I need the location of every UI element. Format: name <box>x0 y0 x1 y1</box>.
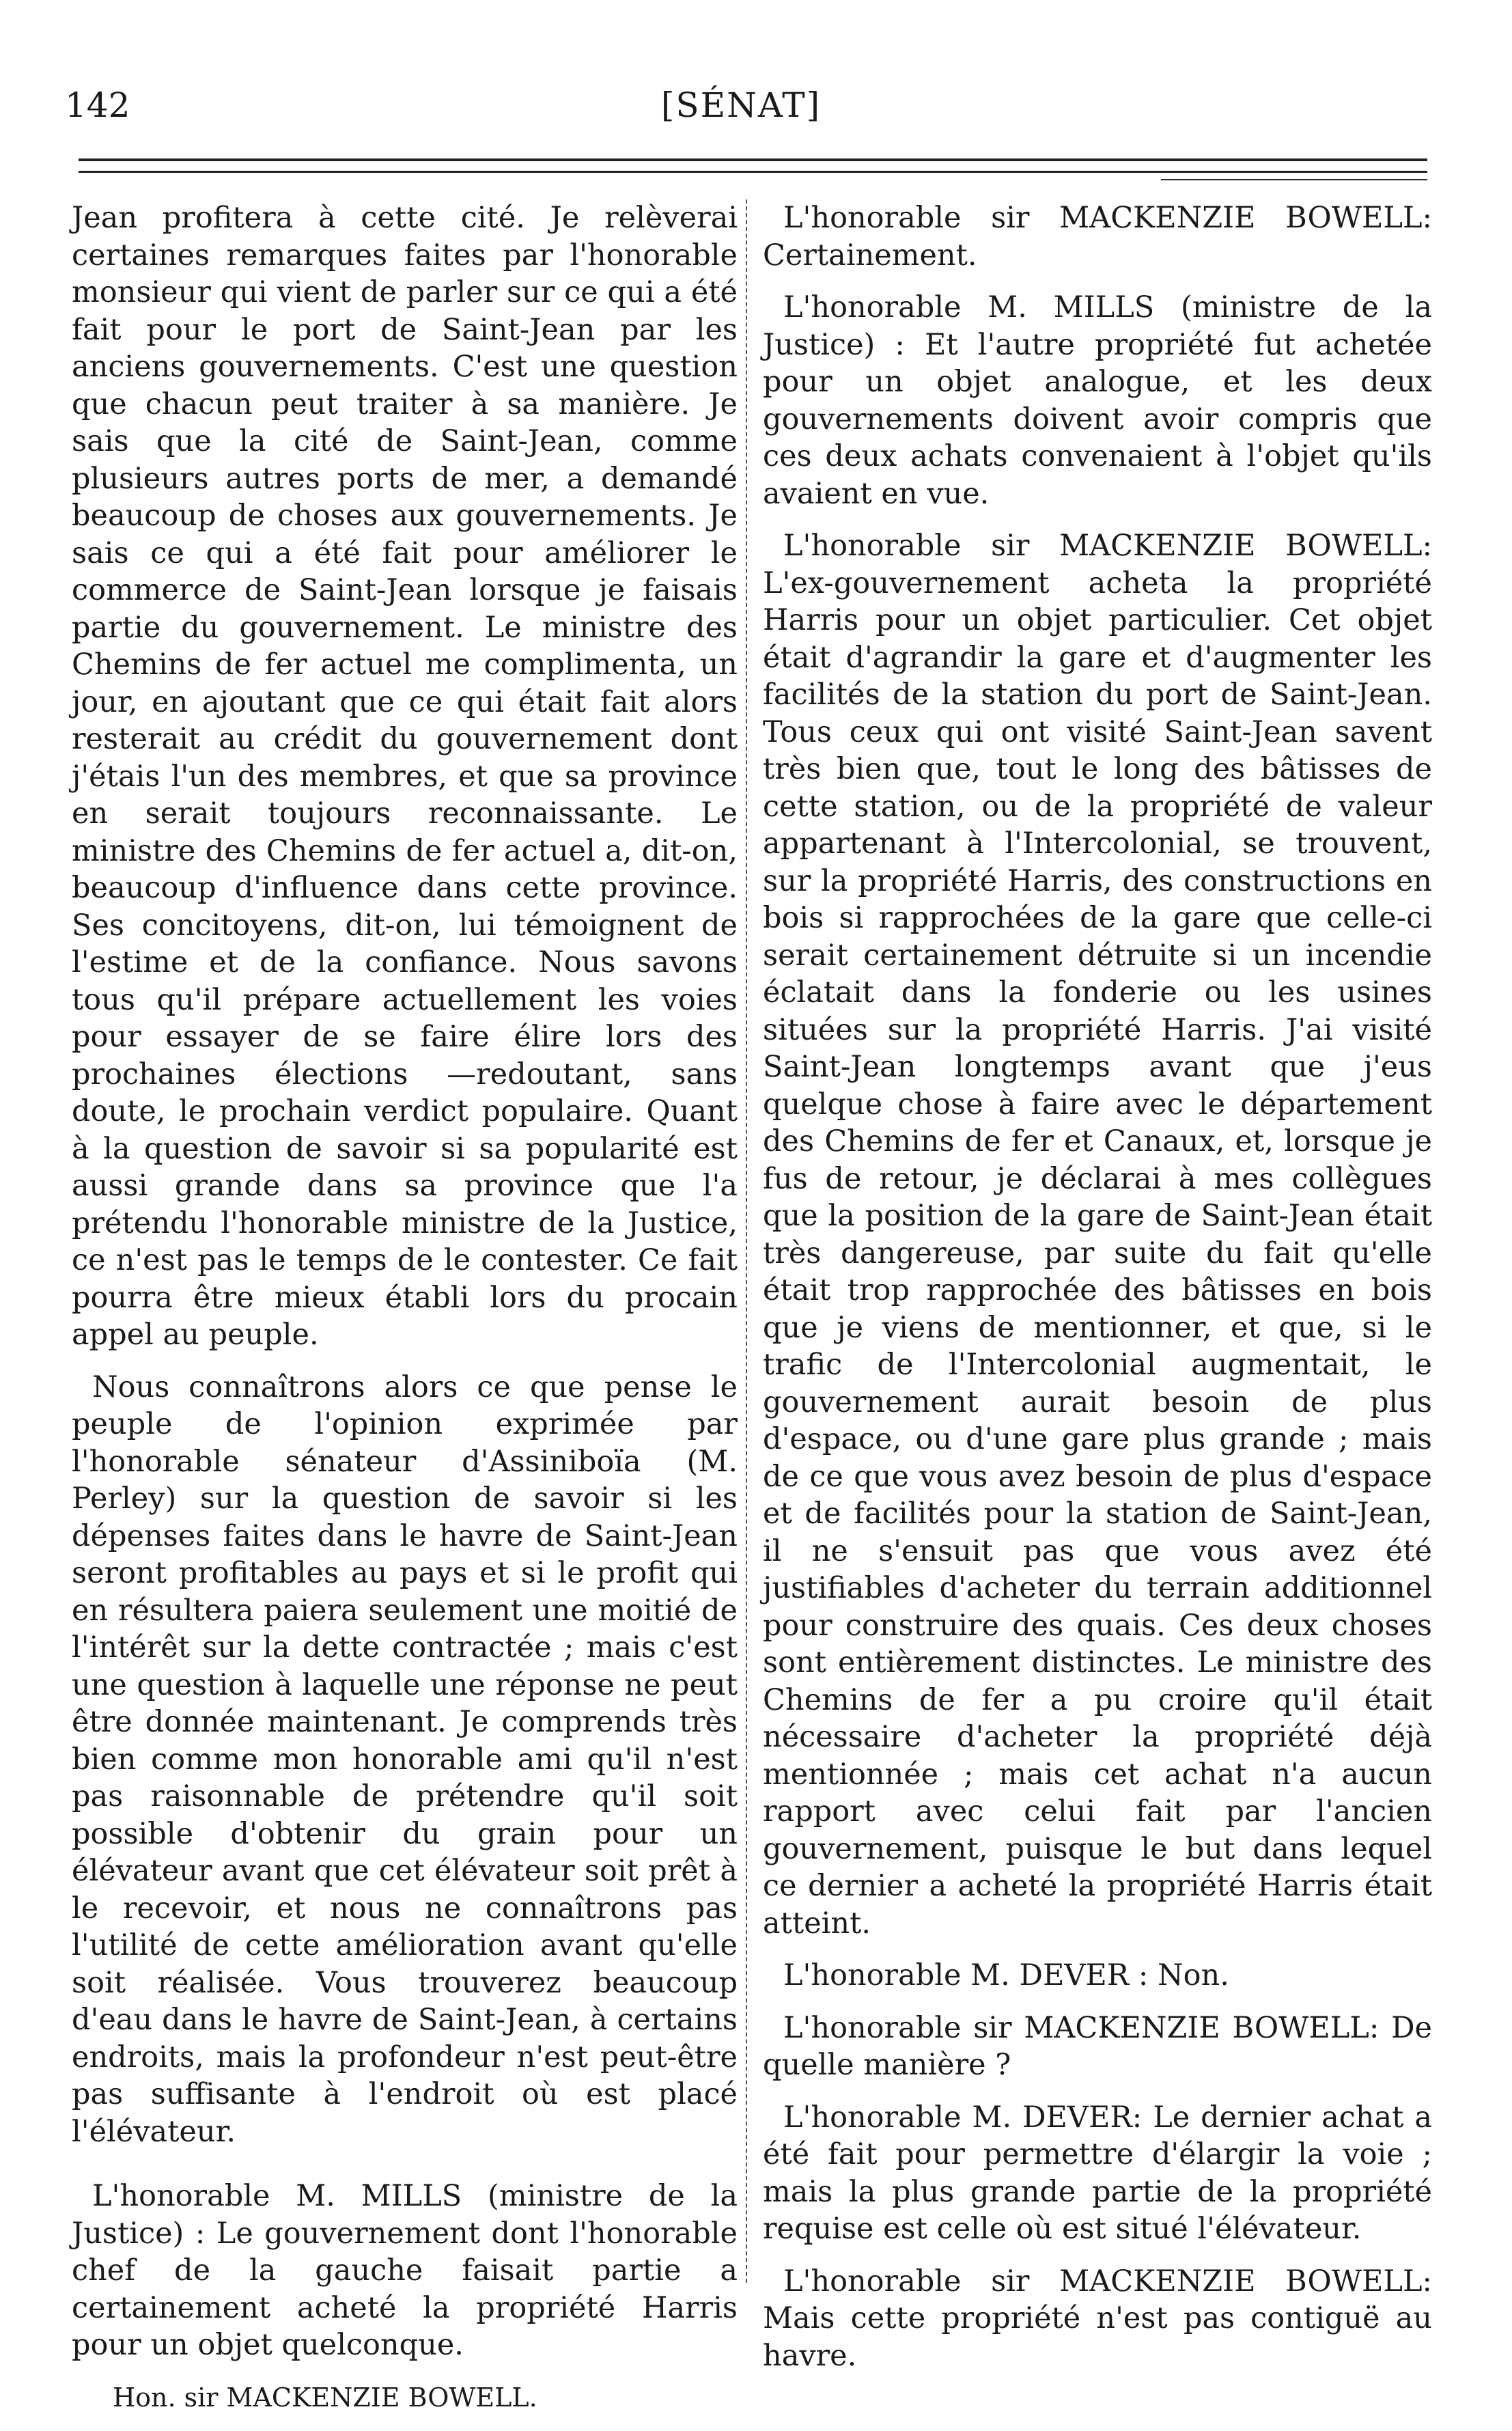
left-paragraph-2: Nous connaîtrons alors ce que pense le peuple de l'opinion exprimée par l'honorable sénateur d'Assiniboïa (M. Perley) sur la question de savoir si les dépenses faites dans le havre de Saint-Jean seront profitables au pays et si le profit qui en résultera paiera seulement une moitié de l'intérêt sur la dette contractée ; mais c'est une question à laquelle une réponse ne peut être donnée maintenant. Je comprends très bien comme mon honorable ami qu'il n'est pas raisonnable de prétendre qu'il soit possible d'obtenir du grain pour un élévateur avant que cet élévateur soit prêt à le recevoir, et nous ne connaîtrons pas l'utilité de cette amélioration avant qu'elle soit réalisée. Vous trouverez beaucoup d'eau dans le havre de Saint-Jean, à certains endroits, mais la profondeur n'est peut-être pas suffisante à l'endroit où est placé l'élévateur. <box>72 1370 738 2149</box>
left-paragraph-1: Jean profitera à cette cité. Je relèverai certaines remarques faites par l'honorable monsieur qui vient de parler sur ce qui a été fait pour le port de Saint-Jean par les anciens gouvernements. C'est une question que chacun peut traiter à sa manière. Je sais que la cité de Saint-Jean, comme plusieurs autres ports de mer, a demandé beaucoup de choses aux gouvernements. Je sais ce qui a été fait pour améliorer le commerce de Saint-Jean lorsque je faisais partie du gouvernement. Le ministre des Chemins de fer actuel me complimenta, un jour, en ajoutant que ce qui était fait alors resterait au crédit du gouvernement dont j'étais l'un des membres, et que sa province en serait toujours reconnaissante. Le ministre des Chemins de fer actuel a, dit-on, beaucoup d'influence dans cette province. Ses concitoyens, dit-on, lui témoignent de l'estime et de la confiance. Nous savons tous qu'il prépare actuellement les voies pour essayer de se faire élire lors des prochaines élections —redoutant, sans doute, le prochain verdict populaire. Quant à la question de savoir si sa popularité est aussi grande dans sa province que l'a prétendu l'honorable ministre de la Justice, ce n'est pas le temps de le contester. Ce fait pourra être mieux établi lors du procain appel au peuple. <box>72 201 738 1352</box>
right-paragraph-2: L'honorable M. MILLS (ministre de la Justice) : Et l'autre propriété fut achetée pour un objet analogue, et les deux gouvernements doivent avoir compris que ces deux achats convenaient à l'objet qu'ils avaient en vue. <box>763 290 1432 511</box>
header-rule-double <box>79 171 1427 173</box>
right-paragraph-4: L'honorable M. DEVER : Non. <box>783 1958 1229 1992</box>
left-paragraph-3: L'honorable M. MILLS (ministre de la Justice) : Le gouvernement dont l'honorable chef de la gauche faisait partie a certainement acheté la propriété Harris pour un objet quelconque. <box>72 2179 738 2362</box>
left-column <box>72 199 738 2431</box>
column-divider <box>746 199 747 2283</box>
running-head: [SÉNAT] <box>660 85 822 125</box>
right-paragraph-7: L'honorable sir MACKENZIE BOWELL: Mais cette propriété n'est pas contiguë au havre. <box>763 2264 1432 2373</box>
left-signoff: Hon. sir MACKENZIE BOWELL. <box>113 2382 537 2413</box>
page-header <box>65 85 1417 147</box>
right-paragraph-5: L'honorable sir MACKENZIE BOWELL: De quelle manière ? <box>763 2010 1432 2082</box>
right-paragraph-6: L'honorable M. DEVER: Le dernier achat a été fait pour permettre d'élargir la voie ; mais la plus grande partie de la propriété requise est celle où est situé l'élévateur. <box>763 2100 1432 2246</box>
header-rule-short <box>1161 179 1427 180</box>
right-column <box>763 199 1432 2389</box>
right-paragraph-1: L'honorable sir MACKENZIE BOWELL: Certainement. <box>763 201 1432 273</box>
right-paragraph-3: L'honorable sir MACKENZIE BOWELL: L'ex-gouvernement acheta la propriété Harris pour un objet particulier. Cet objet était d'agrandir la gare et d'augmenter les facilités de la station du port de Saint-Jean. Tous ceux qui ont visité Saint-Jean savent très bien que, tout le long des bâtisses de cette station, ou de la propriété de valeur appartenant à l'Intercolonial, se trouvent, sur la propriété Harris, des constructions en bois si rapprochées de la gare que celle-ci serait certainement détruite si un incendie éclatait dans la fonderie ou les usines situées sur la propriété Harris. J'ai visité Saint-Jean longtemps avant que j'eus quelque chose à faire avec le département des Chemins de fer et Canaux, et, lorsque je fus de retour, je déclarai à mes collègues que la position de la gare de Saint-Jean était très dangereuse, par suite du fait qu'elle était trop rapprochée des bâtisses en bois que je viens de mentionner, et que, si le trafic de l'Intercolonial augmentait, le gouvernement aurait besoin de plus d'espace, ou d'une gare plus grande ; mais de ce que vous avez besoin de plus d'espace et de facilités pour la station de Saint-Jean, il ne s'ensuit pas que vous avez été justifiables d'acheter du terrain additionnel pour construire des quais. Ces deux choses sont entièrement distinctes. Le ministre des Chemins de fer a pu croire qu'il était nécessaire d'acheter la propriété déjà mentionnée ; mais cet achat n'a aucun rapport avec celui fait par l'ancien gouvernement, puisque le but dans lequel ce dernier a acheté la propriété Harris était atteint. <box>763 529 1432 1941</box>
page-number: 142 <box>65 85 130 125</box>
header-rule <box>79 158 1427 161</box>
